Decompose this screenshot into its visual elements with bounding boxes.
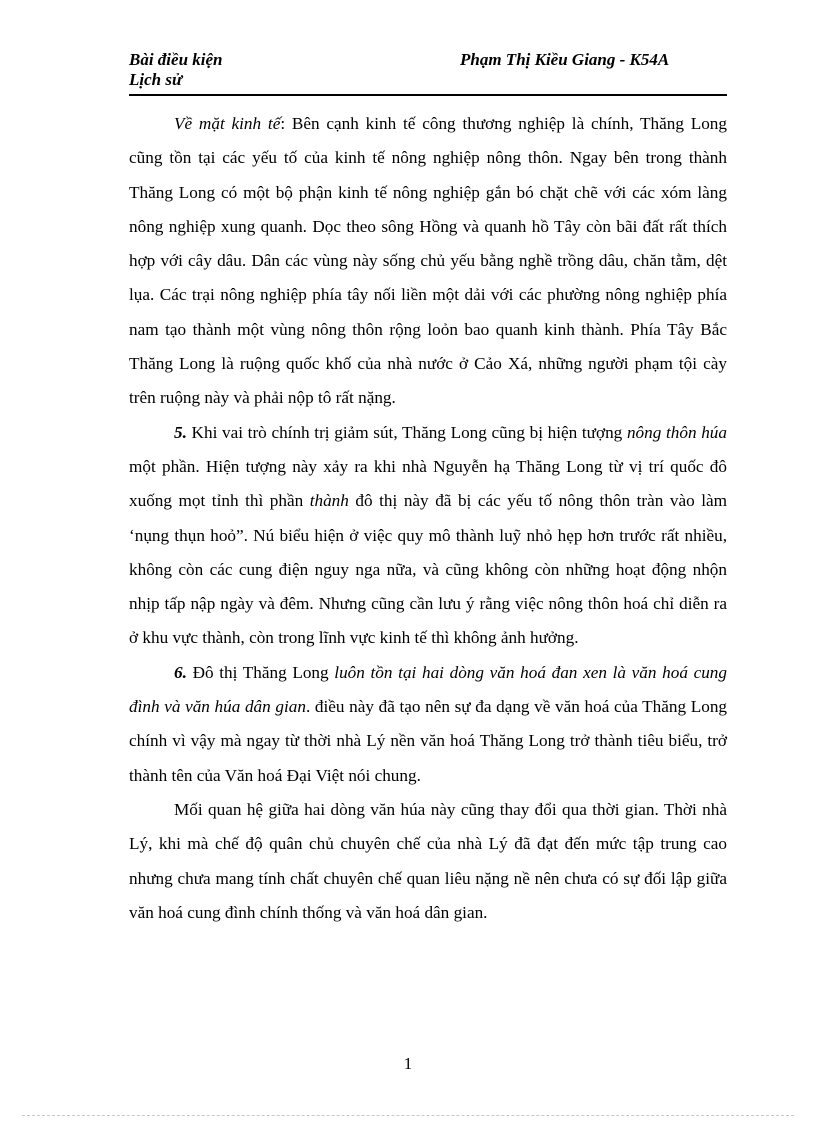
paragraph-culture-relations: [129, 793, 727, 930]
page-header: [129, 48, 727, 96]
document-body: [129, 107, 727, 930]
paragraph-text: đô thị này đã bị các yếu tố nông thôn tràn vào làm ‘nụng thụn hoỏ”. Nú biểu hiện ở việc quy mô thành luỹ nhỏ hẹp hơn trước rất nhiều, không còn các cung điện nguy nga nữa, và cũng không còn những hoạt động nhộn nhịp tấp nập ngày và đêm. Nhưng cũng cần lưu ý rằng việc nông thôn hoá chỉ diễn ra ở khu vực thành, còn trong lĩnh vực kinh tế thì không ảnh hưởng.: [129, 491, 727, 648]
paragraph-italic: thành: [309, 491, 349, 511]
paragraph-6: [129, 656, 727, 793]
paragraph-text: Đô thị Thăng Long: [186, 662, 335, 682]
paragraph-text: một phần. Hiện tượng này xảy ra khi nhà Nguyễn hạ Thăng Long từ vị trí quốc đô xuống mọt tỉnh thì phần: [129, 456, 727, 511]
paragraph-italic: luôn tồn tại hai dòng văn hoá đan xen là văn hoá cung đình và văn húa dân gian: [129, 662, 727, 717]
header-subject: Lịch sử: [129, 70, 183, 89]
paragraph-number: 6.: [174, 662, 187, 682]
paragraph-text: Mối quan hệ giữa hai dòng văn húa này cũng thay đổi qua thời gian. Thời nhà Lý, khi mà chế độ quân chủ chuyên chế của nhà Lý đã đạt đến mức tập trung cao nhưng chưa mang tính chất chuyên chế quan liêu nặng nề nên chưa có sự đối lập giữa văn hoá cung đình chính thống và văn hoá dân gian.: [129, 799, 727, 922]
paragraph-economy: [129, 107, 727, 416]
paragraph-number: 5.: [174, 422, 187, 442]
header-title: Bài điều kiện: [129, 50, 223, 69]
page-number: 1: [403, 1054, 413, 1073]
page-bottom-divider: [22, 1115, 794, 1116]
paragraph-text: : Bên cạnh kinh tế công thương nghiệp là chính, Thăng Long cũng tồn tại các yếu tố của kinh tế nông nghiệp nông thôn. Ngay bên trong thành Thăng Long có một bộ phận kinh tế nông nghiệp gắn bó chặt chẽ với các xóm làng nông nghiệp xung quanh. Dọc theo sông Hồng và quanh hồ Tây còn bãi đất rất thích hợp với cây dâu. Dân các vùng này sống chủ yếu bằng nghề trồng dâu, chăn tằm, dệt lụa. Các trại nông nghiệp phía tây nối liền một dải với các phường nông nghiệp phía nam tạo thành một vùng nông thôn rộng loỏn bao quanh kinh thành. Phía Tây Bắc Thăng Long là ruộng quốc khố của nhà nước ở Cảo Xá, những người phạm tội cày trên ruộng này và phải nộp tô rất nặng.: [129, 114, 727, 408]
paragraph-label: Về mặt kinh tế: [174, 114, 281, 133]
paragraph-text: Khi vai trò chính trị giảm sút, Thăng Long cũng bị hiện tượng: [186, 422, 627, 442]
header-author: Phạm Thị Kiều Giang - K54A: [460, 50, 670, 69]
paragraph-5: [129, 416, 727, 656]
header-left: [129, 50, 223, 90]
paragraph-italic: nông thôn húa: [626, 422, 727, 442]
paragraph-text: . điều này đã tạo nên sự đa dạng về văn hoá của Thăng Long chính vì vậy mà ngay từ thời nhà Lý nền văn hoá Thăng Long trở thành tiêu biểu, trở thành tên của Văn hoá Đại Việt nói chung.: [129, 697, 728, 785]
